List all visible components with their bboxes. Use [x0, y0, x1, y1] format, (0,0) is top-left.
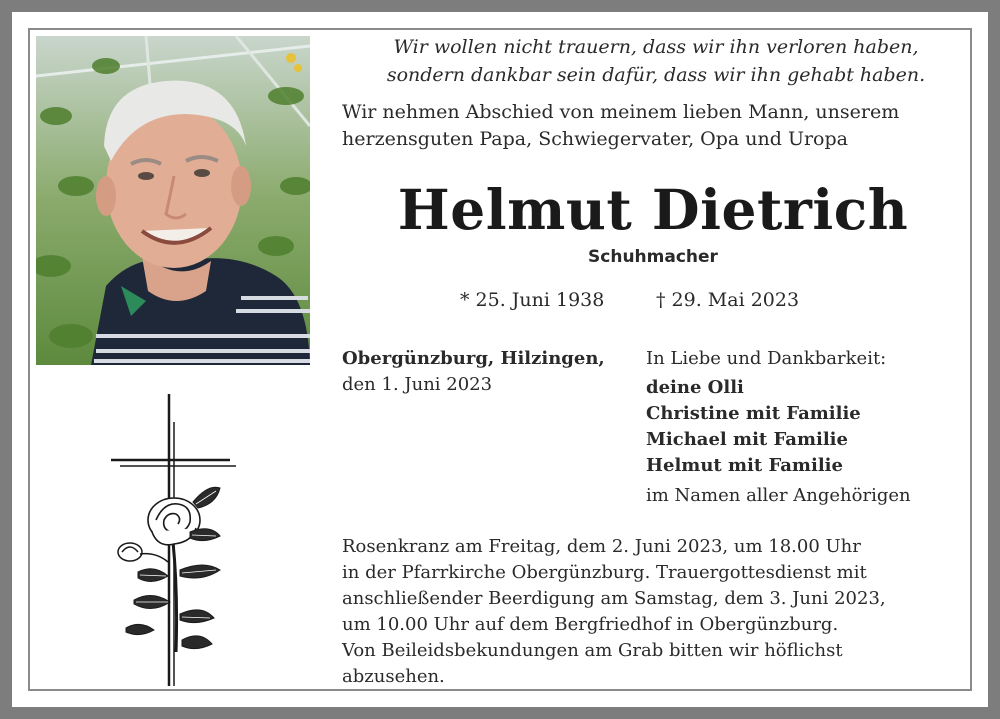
cross-with-rose-icon — [108, 392, 238, 688]
birth-date-value: 25. Juni 1938 — [475, 289, 605, 311]
mourners-intro: In Liebe und Dankbarkeit: — [646, 348, 887, 369]
birth-date — [460, 289, 604, 311]
service-line: Rosenkranz am Freitag, dem 2. Juni 2023, um 18.00 Uhr — [342, 536, 861, 557]
quote-line-2: sondern dankbar sein dafür, dass wir ihn gehabt haben. — [386, 64, 926, 86]
service-line: anschließender Beerdigung am Samstag, dem 3. Juni 2023, — [342, 588, 886, 609]
service-line: Von Beileidsbekundungen am Grab bitten wir höflichst — [342, 640, 843, 661]
service-line: abzusehen. — [342, 666, 445, 687]
quote-line-1: Wir wollen nicht trauern, dass wir ihn verloren haben, — [393, 36, 919, 58]
death-date — [656, 289, 799, 311]
place-date: den 1. Juni 2023 — [342, 374, 493, 395]
portrait-photo — [36, 36, 310, 365]
profession: Schuhmacher — [588, 247, 718, 267]
death-symbol: † — [656, 289, 666, 311]
death-date-value: 29. Mai 2023 — [671, 289, 800, 311]
place-location: Obergünzburg, Hilzingen, — [342, 348, 605, 369]
deceased-name: Helmut Dietrich — [397, 177, 909, 242]
mourner-name: deine Olli — [646, 377, 744, 398]
service-line: in der Pfarrkirche Obergünzburg. Trauergottesdienst mit — [342, 562, 867, 583]
birth-symbol: * — [460, 289, 470, 311]
mourners-closing: im Namen aller Angehörigen — [646, 485, 911, 506]
intro-line-2: herzensguten Papa, Schwiegervater, Opa und Uropa — [342, 128, 848, 150]
intro-line-1: Wir nehmen Abschied von meinem lieben Mann, unserem — [342, 101, 900, 123]
service-line: um 10.00 Uhr auf dem Bergfriedhof in Obergünzburg. — [342, 614, 839, 635]
mourner-name: Michael mit Familie — [646, 429, 848, 450]
mourner-name: Helmut mit Familie — [646, 455, 843, 476]
mourner-name: Christine mit Familie — [646, 403, 861, 424]
